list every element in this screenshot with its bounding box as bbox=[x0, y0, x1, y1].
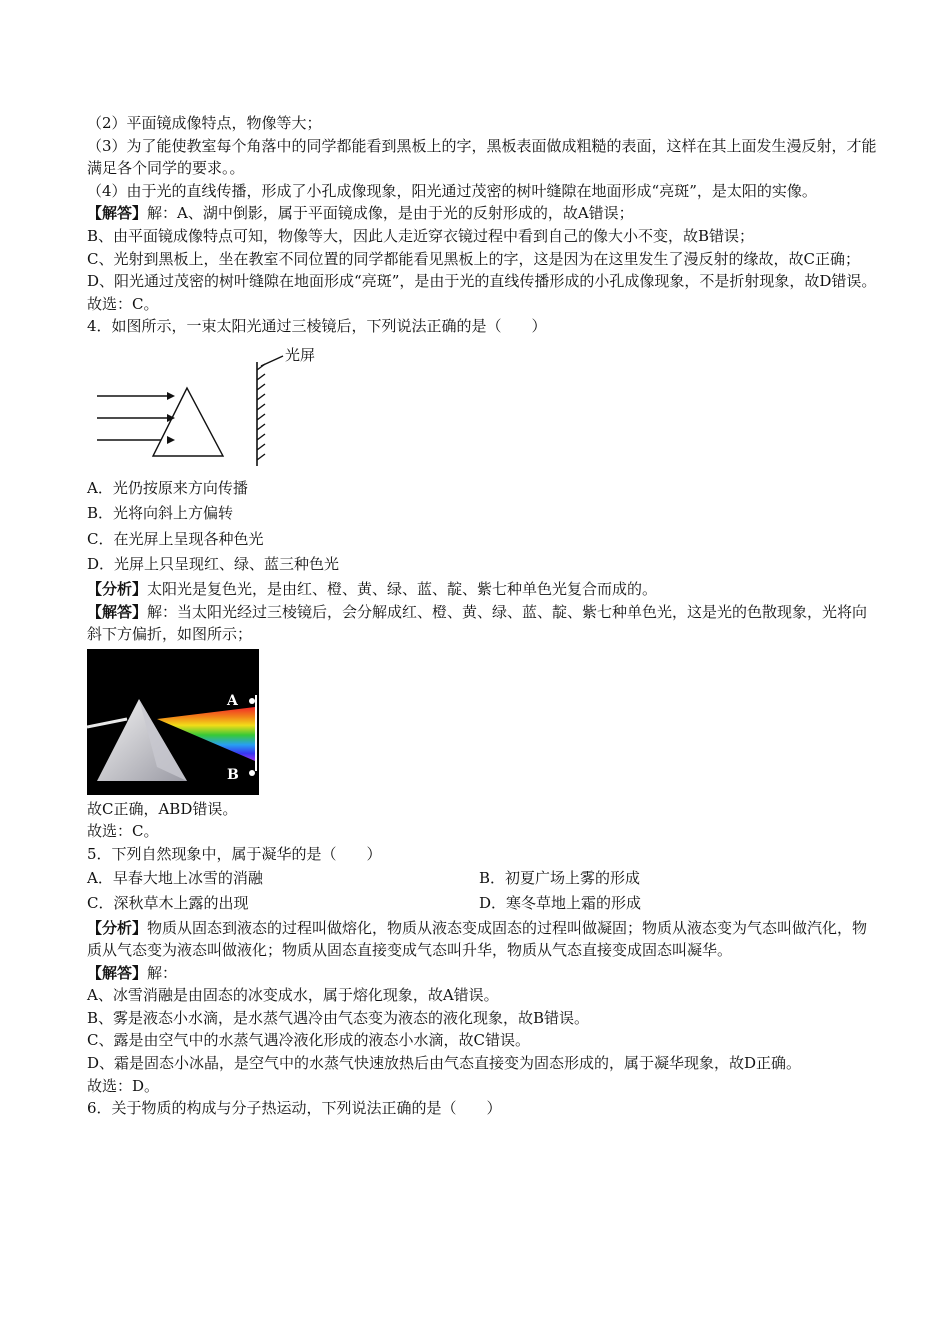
option-d: D．寒冬草地上霜的形成 bbox=[479, 894, 642, 912]
answer-text: 解：当太阳光经过三棱镜后，会分解成红、橙、黄、绿、蓝、靛、紫七种单色光，这是光的色散现象，光将向斜下方偏折，如图所示； bbox=[87, 602, 868, 644]
analysis-tag: 【分析】 bbox=[87, 918, 148, 937]
q4-choice: 故选：C。 bbox=[87, 822, 159, 841]
label-a: A bbox=[227, 692, 238, 709]
text-line: 故选：C。 bbox=[87, 294, 159, 313]
text-line: （4）由于光的直线传播，形成了小孔成像现象，阳光通过茂密的树叶缝隙在地面形成“亮斑”，是太阳的实像。 bbox=[87, 181, 817, 200]
option-c: C．深秋草木上露的出现 bbox=[87, 894, 249, 912]
answer-tag: 【解答】 bbox=[87, 204, 148, 223]
q5-options-row-2 bbox=[87, 891, 877, 917]
answer-text: 解： bbox=[147, 963, 178, 982]
analysis-text: 太阳光是复色光，是由红、橙、黄、绿、蓝、靛、紫七种单色光复合而成的。 bbox=[147, 579, 658, 598]
document-page bbox=[87, 112, 877, 1120]
text-line: A、冰雪消融是由固态的冰变成水，属于熔化现象，故A错误。 bbox=[87, 986, 499, 1005]
option-b: B．初夏广场上雾的形成 bbox=[479, 868, 641, 887]
q5-analysis bbox=[87, 917, 877, 962]
analysis-tag: 【分析】 bbox=[87, 579, 148, 598]
q4-answer bbox=[87, 601, 877, 646]
analysis-text: 物质从固态到液态的过程叫做熔化，物质从液态变成固态的过程叫做凝固；物质从液态变为气态叫做汽化，物质从气态变为液态叫做液化；物质从固态直接变成气态叫升华，物质从气态直接变成固态叫凝华。 bbox=[87, 918, 868, 960]
label-b: B bbox=[227, 766, 239, 783]
prism-diagram bbox=[87, 344, 877, 472]
text-line: D、阳光通过茂密的树叶缝隙在地面形成“亮斑”，是由于光的直线传播形成的小孔成像现象，不是折射现象，故D错误。 bbox=[87, 272, 877, 291]
answer-text: 解：A、湖中倒影，属于平面镜成像，是由于光的反射形成的，故A错误； bbox=[147, 204, 634, 223]
option-a: A．早春大地上冰雪的消融 bbox=[87, 868, 263, 887]
option-a: A．光仍按原来方向传播 bbox=[87, 478, 248, 497]
q4-conclusion: 故C正确，ABD错误。 bbox=[87, 799, 238, 818]
q3-answer bbox=[87, 202, 877, 225]
answer-tag: 【解答】 bbox=[87, 602, 148, 621]
question-5: 5．下列自然现象中，属于凝华的是（ ） bbox=[87, 844, 382, 863]
text-line: 故选：D。 bbox=[87, 1076, 160, 1095]
text-line: C、光射到黑板上，坐在教室不同位置的同学都能看见黑板上的字，这是因为在这里发生了漫反射的缘故，故C正确； bbox=[87, 249, 860, 268]
text-line: D、霜是固态小冰晶，是空气中的水蒸气快速放热后由气态直接变为固态形成的，属于凝华现象，故D正确。 bbox=[87, 1054, 802, 1073]
question-6: 6．关于物质的构成与分子热运动，下列说法正确的是（ ） bbox=[87, 1099, 502, 1118]
answer-tag: 【解答】 bbox=[87, 963, 148, 982]
text-line: B、由平面镜成像特点可知，物像等大，因此人走近穿衣镜过程中看到自己的像大小不变，故B错误； bbox=[87, 226, 755, 245]
text-line: C、露是由空气中的水蒸气遇冷液化形成的液态小水滴，故C错误。 bbox=[87, 1031, 530, 1050]
option-b: B．光将向斜上方偏转 bbox=[87, 504, 234, 523]
q5-answer bbox=[87, 962, 877, 985]
text-line: （3）为了能使教室每个角落中的同学都能看到黑板上的字，黑板表面做成粗糙的表面，这样在其上面发生漫反射，才能满足各个同学的要求。。 bbox=[87, 136, 877, 178]
dispersion-photo bbox=[87, 649, 259, 795]
q5-options-row-1 bbox=[87, 866, 877, 892]
text-line: （2）平面镜成像特点，物像等大； bbox=[87, 114, 322, 132]
option-c: C．在光屏上呈现各种色光 bbox=[87, 529, 264, 548]
option-d: D．光屏上只呈现红、绿、蓝三种色光 bbox=[87, 555, 340, 574]
screen-label: 光屏 bbox=[285, 345, 316, 364]
question-4: 4．如图所示，一束太阳光通过三棱镜后，下列说法正确的是（ ） bbox=[87, 317, 547, 336]
text-line: B、雾是液态小水滴，是水蒸气遇冷由气态变为液态的液化现象，故B错误。 bbox=[87, 1008, 590, 1027]
q4-analysis bbox=[87, 578, 877, 601]
